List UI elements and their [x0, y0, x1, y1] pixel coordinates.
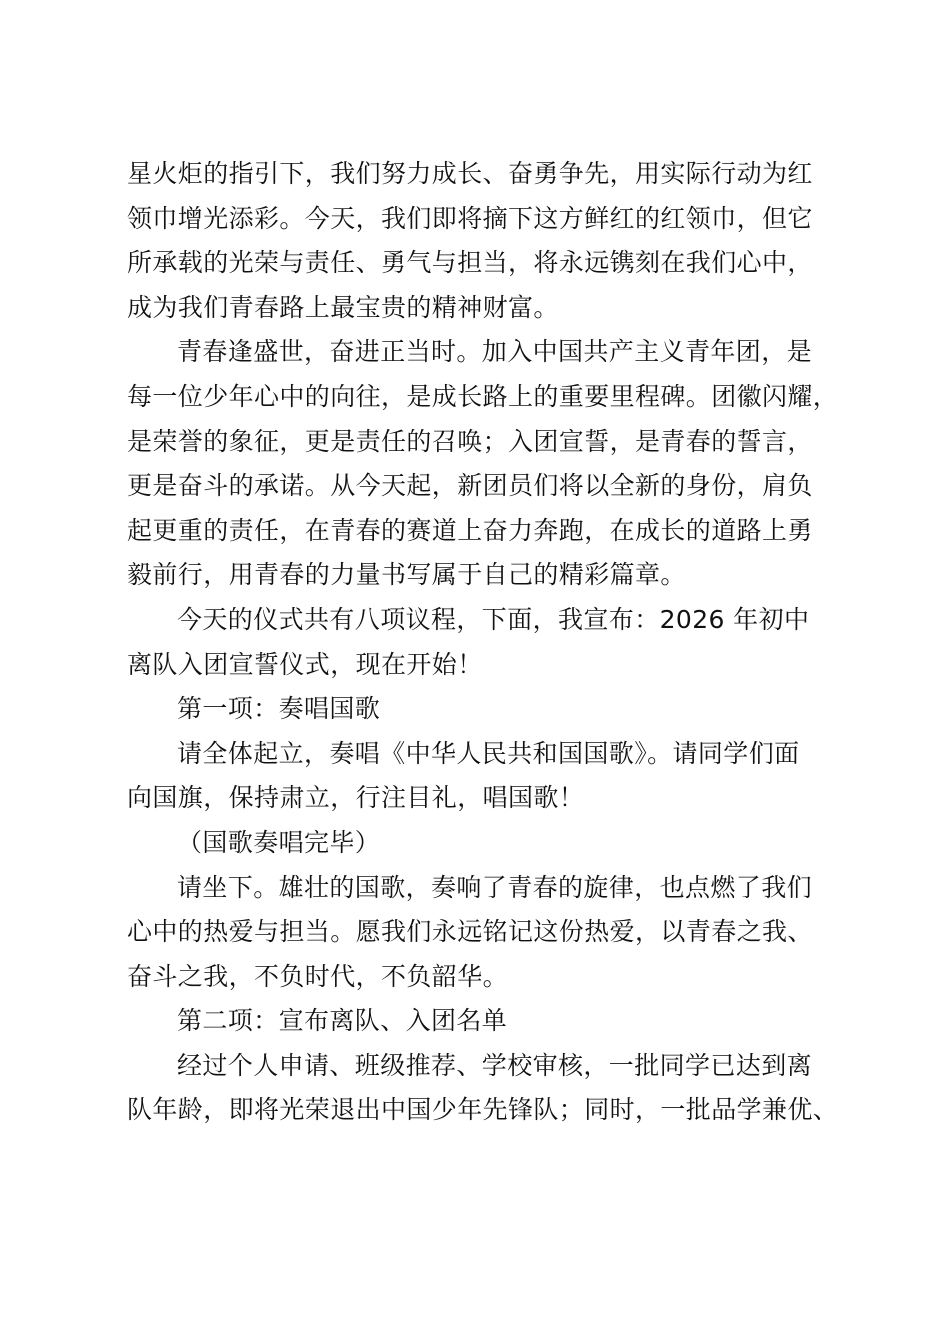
text-line: 请坐下。雄壮的国歌，奏响了青春的旋律，也点燃了我们 — [177, 872, 813, 902]
text-line: 成为我们青春路上最宝贵的精神财富。 — [127, 292, 559, 322]
text-line: 是荣誉的象征，更是责任的召唤；入团宣誓，是青春的誓言， — [127, 426, 813, 456]
text-line: 领巾增光添彩。今天，我们即将摘下这方鲜红的红领巾，但它 — [127, 203, 813, 233]
agenda-item-1-heading — [127, 687, 839, 732]
text-line: 第二项：宣布离队、入团名单 — [177, 1006, 508, 1036]
text-line: 心中的热爱与担当。愿我们永远铭记这份热爱，以青春之我、 — [127, 917, 813, 947]
paragraph-1 — [127, 152, 839, 330]
text-line: （国歌奏唱完毕） — [177, 827, 381, 857]
stage-note — [127, 821, 839, 866]
text-line: 青春逢盛世，奋进正当时。加入中国共产主义青年团，是 — [177, 337, 813, 367]
text-line: 更是奋斗的承诺。从今天起，新团员们将以全新的身份，肩负 — [127, 471, 813, 501]
text-line: 第一项：奏唱国歌 — [177, 694, 381, 724]
text-line: 经过个人申请、班级推荐、学校审核，一批同学已达到离 — [177, 1050, 813, 1080]
document-body — [127, 152, 839, 1133]
text-line: 向国旗，保持肃立，行注目礼，唱国歌！ — [127, 783, 585, 813]
paragraph-5 — [127, 732, 839, 821]
text-line: 离队入团宣誓仪式，现在开始！ — [127, 649, 483, 679]
paragraph-7 — [127, 866, 839, 1000]
text-line: 起更重的责任，在青春的赛道上奋力奔跑，在成长的道路上勇 — [127, 515, 813, 545]
agenda-item-2-heading — [127, 999, 839, 1044]
text-line: 所承载的光荣与责任、勇气与担当，将永远镌刻在我们心中， — [127, 248, 813, 278]
text-line: 队年龄，即将光荣退出中国少年先锋队；同时，一批品学兼优、 — [127, 1095, 839, 1125]
text-line: 今天的仪式共有八项议程，下面，我宣布：2026 年初中 — [177, 604, 810, 634]
text-line: 星火炬的指引下，我们努力成长、奋勇争先，用实际行动为红 — [127, 159, 813, 188]
text-line: 毅前行，用青春的力量书写属于自己的精彩篇章。 — [127, 560, 686, 590]
text-line: 请全体起立，奏唱《中华人民共和国国歌》。请同学们面 — [177, 738, 800, 768]
text-line: 奋斗之我，不负时代，不负韶华。 — [127, 961, 509, 991]
paragraph-2 — [127, 330, 839, 598]
paragraph-3 — [127, 598, 839, 687]
paragraph-9 — [127, 1044, 839, 1133]
text-line: 每一位少年心中的向往，是成长路上的重要里程碑。团徽闪耀， — [127, 381, 839, 411]
